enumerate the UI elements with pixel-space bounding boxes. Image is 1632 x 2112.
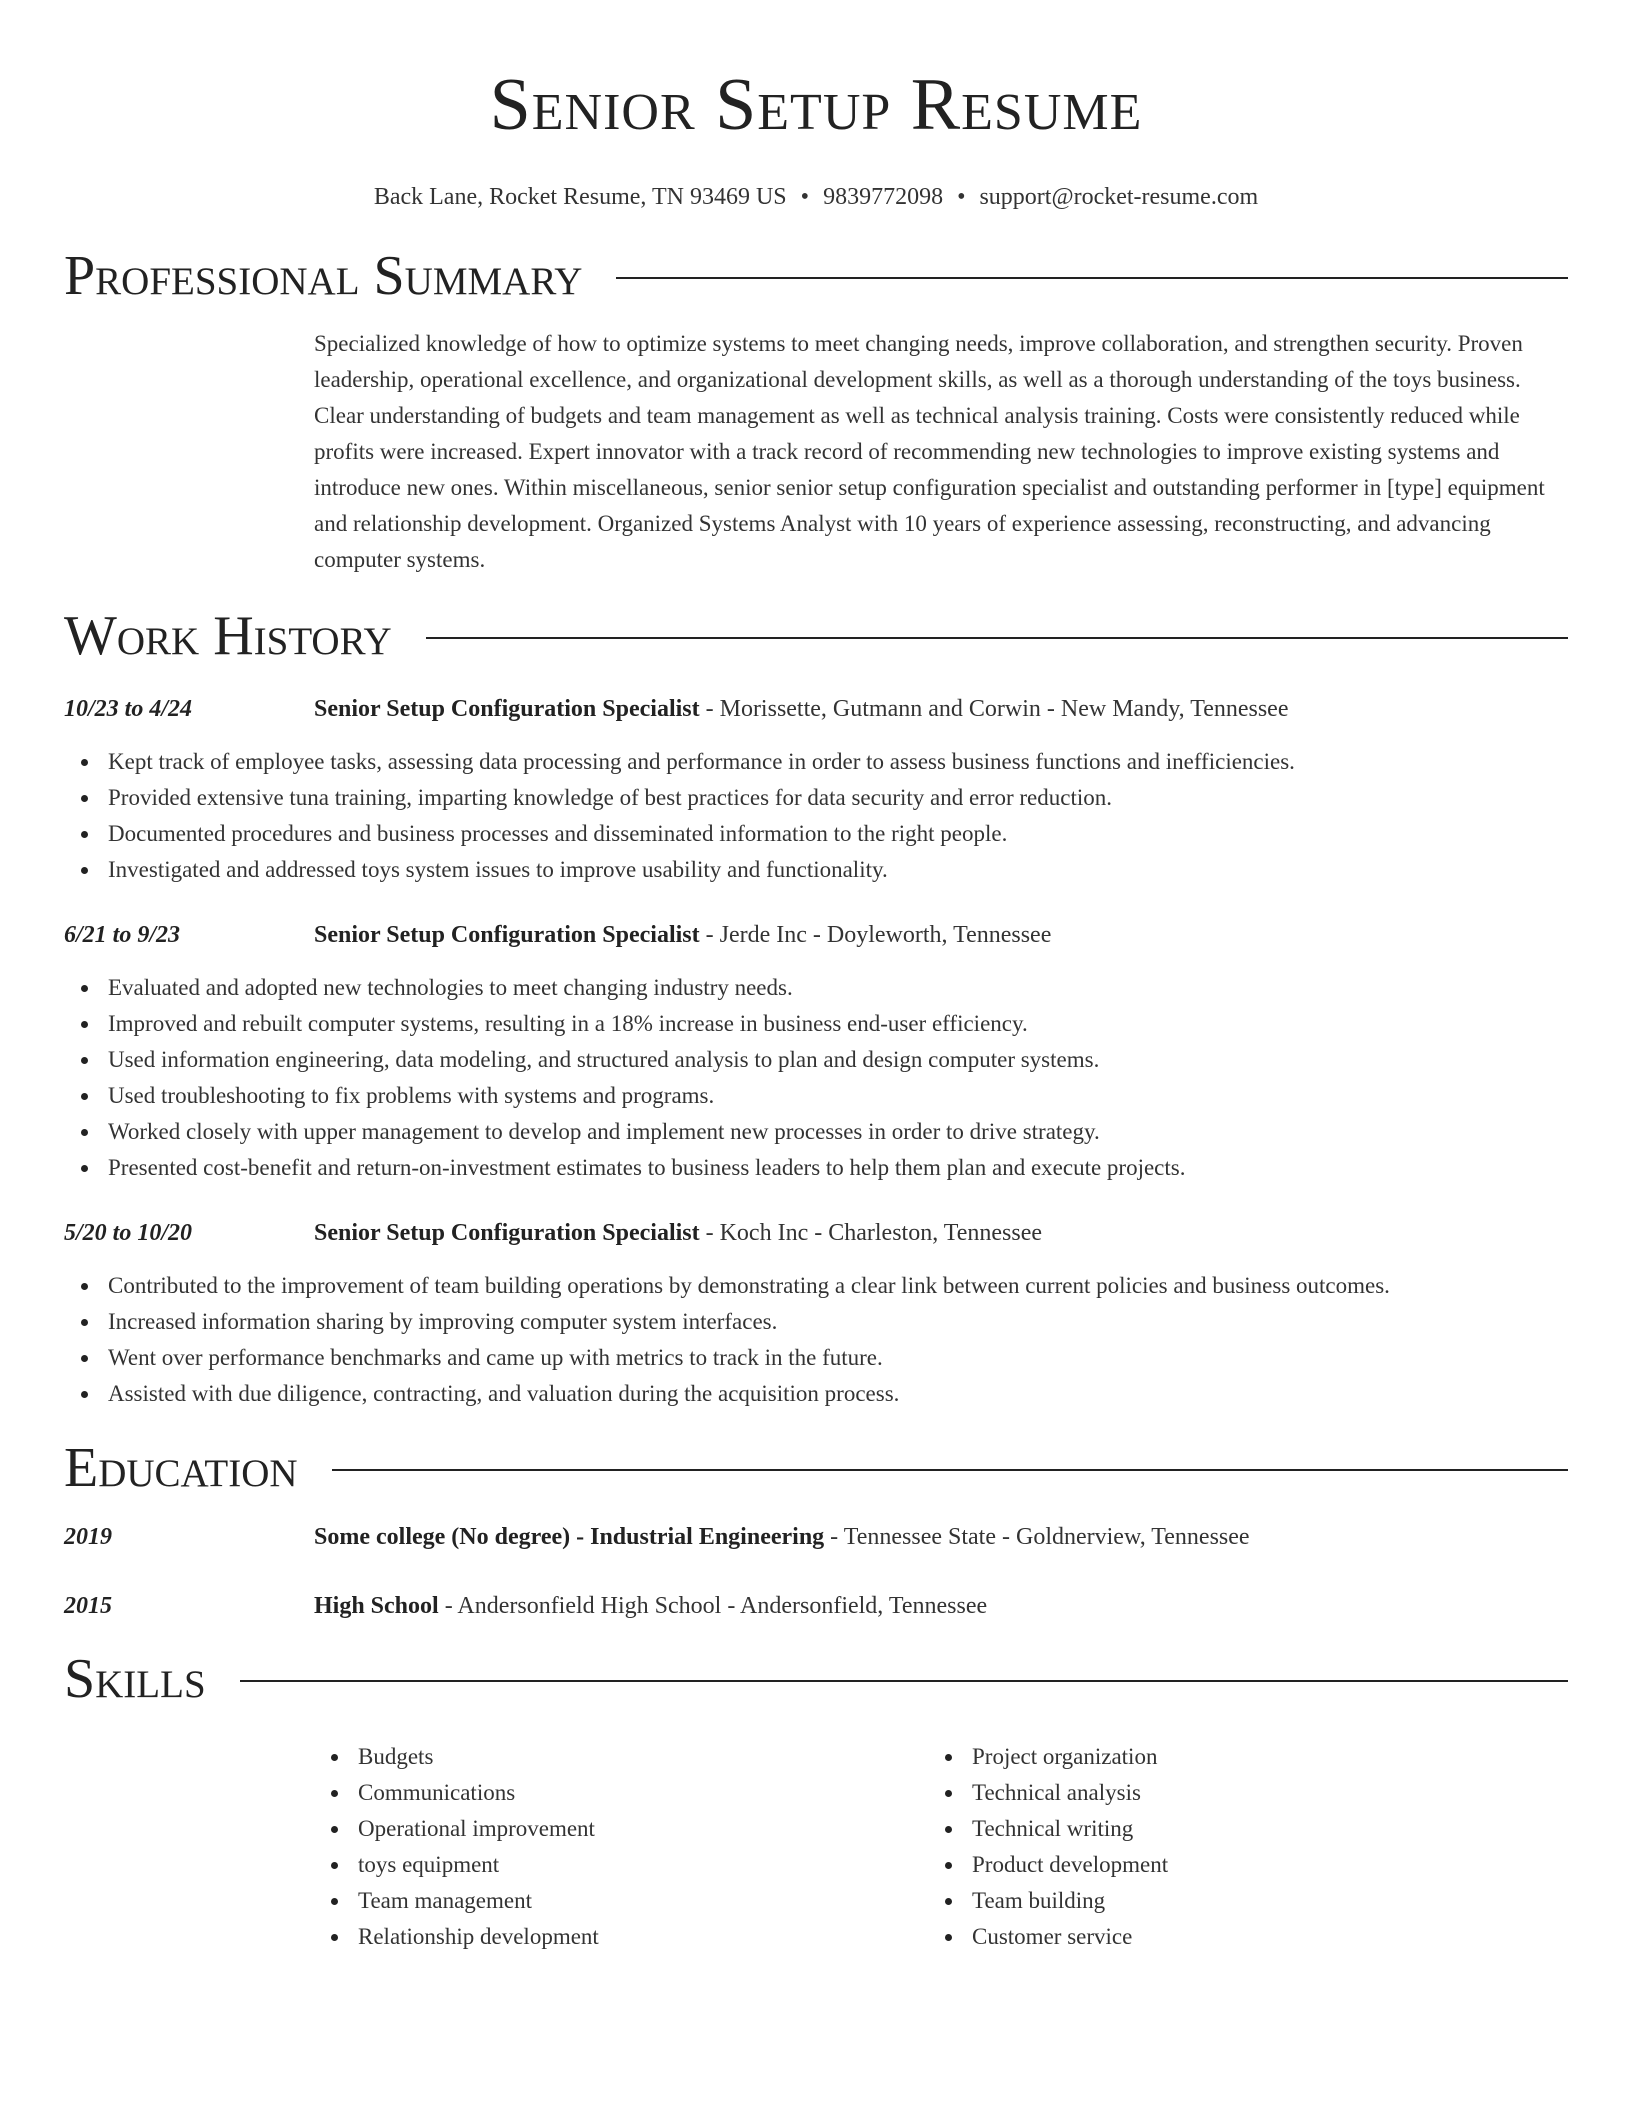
work-section-title: Work History [64,605,392,667]
education-section-title: Education [64,1437,298,1499]
education-entry [64,1520,1568,1554]
resume-name: Senior Setup Resume [489,64,1143,146]
job-bullet: Provided extensive tuna training, imparting knowledge of best practices for data security and error reduction. [108,780,1568,816]
education-year: 2015 [64,1593,112,1619]
skill-item: Customer service [972,1919,1542,1955]
job-bullet: Went over performance benchmarks and came up with metrics to track in the future. [108,1340,1568,1376]
skill-item: Technical writing [972,1811,1542,1847]
job-bullet: Kept track of employee tasks, assessing data processing and performance in order to assess business functions and inefficiencies. [108,744,1568,780]
job-bullet: Increased information sharing by improving computer system interfaces. [108,1304,1568,1340]
job-employer: - Koch Inc - Charleston, Tennessee [699,1220,1043,1246]
job-bullet: Assisted with due diligence, contracting, and valuation during the acquisition process. [108,1376,1568,1412]
skill-item: toys equipment [358,1847,928,1883]
skills-list-right [928,1739,1542,1955]
contact-separator: • [800,184,810,210]
summary-text: Specialized knowledge of how to optimize systems to meet changing needs, improve collaboration, and strengthen security. Proven leadership, operational excellence, and organizational development skills, as well as a thorough understanding of the toys business. Clear understanding of budgets and team management as well as technical analysis training. Costs were consistently reduced while profits were increased. Expert innovator with a track record of recommending new technologies to improve existing systems and introduce new ones. Within miscellaneous, senior senior setup configuration specialist and outstanding performer in [type] equipment and relationship development. Organized Systems Analyst with 10 years of experience assessing, reconstructing, and advancing computer systems. [314,331,1545,572]
skill-item: Operational improvement [358,1811,928,1847]
education-section-header [64,1436,1568,1500]
job-entry [64,692,1568,888]
summary-section-header [64,244,1568,308]
contact-email: support@rocket-resume.com [979,184,1259,210]
summary-section-title: Professional Summary [64,245,583,307]
job-title: Senior Setup Configuration Specialist [314,1220,700,1246]
job-bullet: Evaluated and adopted new technologies to meet changing industry needs. [108,970,1568,1006]
section-divider [332,1469,1568,1471]
job-bullet: Used troubleshooting to fix problems with systems and programs. [108,1078,1568,1114]
education-degree: Some college (No degree) - Industrial Engineering [314,1524,825,1550]
job-employer: - Morissette, Gutmann and Corwin - New Mandy, Tennessee [699,696,1289,722]
contact-address: Back Lane, Rocket Resume, TN 93469 US [373,184,787,210]
education-entry [64,1589,1568,1623]
skills-columns [314,1739,1568,1955]
job-bullets [64,744,1568,888]
education-school: - Andersonfield High School - Andersonfield, Tennessee [438,1593,988,1619]
job-dates: 10/23 to 4/24 [64,696,193,722]
job-bullet: Contributed to the improvement of team building operations by demonstrating a clear link between current policies and business outcomes. [108,1268,1568,1304]
education-school: - Tennessee State - Goldnerview, Tennessee [824,1524,1250,1550]
skills-section-title: Skills [64,1648,206,1710]
skill-item: Product development [972,1847,1542,1883]
job-title: Senior Setup Configuration Specialist [314,922,700,948]
section-divider [240,1680,1568,1682]
contact-line [64,180,1568,214]
job-entry [64,1216,1568,1412]
job-employer: - Jerde Inc - Doyleworth, Tennessee [699,922,1052,948]
education-degree: High School [314,1593,439,1619]
work-section-header [64,604,1568,668]
job-dates: 5/20 to 10/20 [64,1220,193,1246]
skill-item: Budgets [358,1739,928,1775]
section-divider [426,637,1568,639]
job-bullets [64,1268,1568,1412]
job-bullet: Documented procedures and business processes and disseminated information to the right people. [108,816,1568,852]
job-bullet: Investigated and addressed toys system issues to improve usability and functionality. [108,852,1568,888]
skills-list-left [314,1739,928,1955]
job-bullet: Used information engineering, data modeling, and structured analysis to plan and design computer systems. [108,1042,1568,1078]
job-bullet: Improved and rebuilt computer systems, resulting in a 18% increase in business end-user efficiency. [108,1006,1568,1042]
job-dates: 6/21 to 9/23 [64,922,181,948]
job-bullet: Worked closely with upper management to develop and implement new processes in order to drive strategy. [108,1114,1568,1150]
contact-separator: • [957,184,966,210]
skill-item: Team management [358,1883,928,1919]
job-title: Senior Setup Configuration Specialist [314,696,700,722]
skills-section-header [64,1647,1568,1711]
job-entry [64,918,1568,1186]
job-bullets [64,970,1568,1186]
skill-item: Technical analysis [972,1775,1542,1811]
contact-phone: 9839772098 [823,184,944,210]
education-year: 2019 [64,1524,112,1550]
skill-item: Project organization [972,1739,1542,1775]
skill-item: Relationship development [358,1919,928,1955]
job-header [64,1216,1568,1250]
skill-item: Team building [972,1883,1542,1919]
skill-item: Communications [358,1775,928,1811]
job-header [64,692,1568,726]
section-divider [616,277,1568,279]
job-bullet: Presented cost-benefit and return-on-investment estimates to business leaders to help them plan and execute projects. [108,1150,1568,1186]
job-header [64,918,1568,952]
